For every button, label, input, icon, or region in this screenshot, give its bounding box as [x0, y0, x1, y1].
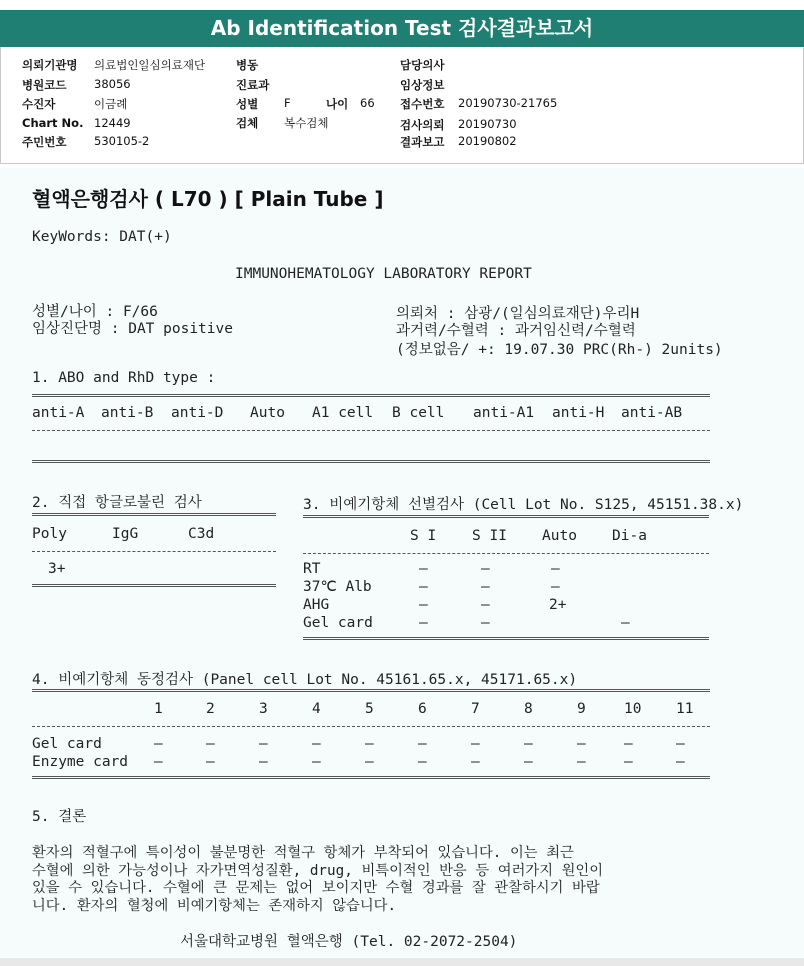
field-value: 66 [360, 96, 375, 110]
field-label: 주민번호 [22, 135, 67, 149]
panel-cell: – [312, 736, 321, 752]
screen-cell: – [551, 579, 560, 595]
screen-cell: – [481, 615, 490, 631]
divider [32, 584, 276, 587]
field-value: 이금례 [94, 97, 128, 111]
abo-header-anti-h: anti-H [552, 405, 605, 421]
panel-header-cell: 8 [524, 701, 533, 717]
field-label: 병동 [236, 58, 259, 72]
screen-cell: – [551, 561, 560, 577]
divider [32, 460, 710, 463]
abo-header-anti-b: anti-B [101, 405, 154, 421]
divider [303, 553, 709, 554]
section4-title: 4. 비예기항체 동정검사 (Panel cell Lot No. 45161.65.x, 45171.65.x) [32, 672, 578, 688]
panel-header-cell: 1 [154, 701, 163, 717]
panel-header-cell: 11 [676, 701, 694, 717]
panel-cell: – [418, 736, 427, 752]
dat-value-poly: 3+ [48, 561, 66, 577]
screen-cell: – [621, 615, 630, 631]
divider [32, 776, 710, 779]
report-title: 혈액은행검사 ( L70 ) [ Plain Tube ] [32, 187, 384, 211]
section3-title: 3. 비예기항체 선별검사 (Cell Lot No. S125, 45151.38.x) [303, 497, 744, 513]
screen-cell: – [481, 561, 490, 577]
conclusion-line: 니다. 환자의 혈청에 비예기항체는 존재하지 않습니다. [32, 898, 397, 914]
header-row-institution [22, 57, 206, 73]
panel-cell: – [676, 736, 685, 752]
keywords: KeyWords: DAT(+) [32, 229, 172, 245]
screen-cell: – [419, 597, 428, 613]
transfusion-history: 과거력/수혈력 : 과거임신력/수혈력 [396, 323, 636, 339]
screen-header-auto: Auto [542, 528, 577, 544]
screen-cell: – [481, 597, 490, 613]
dat-header-igg: IgG [112, 526, 139, 542]
screen-row-label: Gel card [303, 615, 373, 631]
referrer: 의뢰처 : 삼광/(일심의료재단)우리H [396, 306, 640, 322]
panel-cell: – [418, 754, 427, 770]
panel-cell: – [471, 736, 480, 752]
report-banner-title: Ab Identification Test 검사결과보고서 [0, 10, 804, 47]
panel-cell: – [577, 736, 586, 752]
divider [32, 551, 276, 552]
panel-header-cell: 3 [259, 701, 268, 717]
panel-cell: – [624, 754, 633, 770]
header-row-hospital-code [22, 77, 131, 93]
field-label: 검사의뢰 [400, 118, 445, 132]
header-row-chart-no [22, 116, 131, 130]
divider [303, 515, 709, 518]
header-row-sex [236, 96, 291, 112]
divider [32, 394, 710, 397]
screen-cell: – [481, 579, 490, 595]
divider [32, 689, 710, 692]
header-row-department [236, 77, 269, 93]
header-row-resident-no [22, 134, 150, 150]
header-row-age [326, 96, 375, 112]
lab-report-title: IMMUNOHEMATOLOGY LABORATORY REPORT [235, 266, 532, 282]
panel-header-cell: 10 [624, 701, 642, 717]
abo-header-anti-d: anti-D [171, 405, 224, 421]
dat-header-poly: Poly [32, 526, 67, 542]
screen-cell: – [419, 615, 428, 631]
sex-age: 성별/나이 : F/66 [32, 304, 158, 320]
field-label: 성별 [236, 97, 259, 111]
abo-header-anti-a: anti-A [32, 405, 85, 421]
panel-header-cell: 5 [365, 701, 374, 717]
divider [32, 513, 276, 516]
panel-cell: – [312, 754, 321, 770]
field-label: 임상정보 [400, 78, 445, 92]
field-value: F [284, 96, 291, 110]
screen-cell: – [419, 561, 428, 577]
panel-cell: – [471, 754, 480, 770]
section5-title: 5. 결론 [32, 809, 87, 825]
panel-cell: – [154, 736, 163, 752]
panel-cell: – [577, 754, 586, 770]
header-row-accession-no [400, 96, 558, 112]
screen-row-label: RT [303, 561, 321, 577]
screen-header-s1: S I [410, 528, 437, 544]
field-label: 병원코드 [22, 78, 67, 92]
field-value: 38056 [94, 77, 131, 91]
panel-cell: – [206, 754, 215, 770]
panel-header-cell: 2 [206, 701, 215, 717]
abo-header-anti-a1: anti-A1 [473, 405, 535, 421]
abo-header-b-cell: B cell [392, 405, 445, 421]
divider [32, 430, 710, 431]
field-label: 나이 [326, 97, 349, 111]
bottom-strip [0, 958, 804, 966]
panel-header-cell: 7 [471, 701, 480, 717]
divider [303, 637, 709, 640]
header-row-patient [22, 96, 128, 112]
panel-cell: – [206, 736, 215, 752]
panel-cell: – [624, 736, 633, 752]
panel-cell: – [154, 754, 163, 770]
field-value: 20190730 [458, 117, 517, 131]
scanned-report [0, 168, 804, 958]
section2-title: 2. 직접 항글로불린 검사 [32, 495, 202, 511]
conclusion-line: 환자의 적혈구에 특이성이 불분명한 적혈구 항체가 부착되어 있습니다. 이는 최근 [32, 845, 574, 861]
panel-cell: – [524, 754, 533, 770]
field-label: 담당의사 [400, 58, 445, 72]
dat-header-c3d: C3d [188, 526, 215, 542]
screen-cell: 2+ [549, 597, 567, 613]
field-value: 12449 [94, 116, 131, 130]
field-label: 검체 [236, 116, 259, 130]
screen-cell: – [419, 579, 428, 595]
panel-cell: – [676, 754, 685, 770]
conclusion-line: 수혈에 의한 가능성이나 자가면역성질환, drug, 비특이적인 반응 등 여러가지 원인이 [32, 863, 604, 879]
conclusion-line: 있을 수 있습니다. 수혈에 큰 문제는 없어 보이지만 수혈 경과를 잘 관찰하시기 바랍 [32, 880, 600, 896]
panel-header-cell: 4 [312, 701, 321, 717]
header-row-request-date [400, 117, 517, 133]
transfusion-history-detail: (정보없음/ +: 19.07.30 PRC(Rh-) 2units) [396, 342, 723, 358]
field-label: 접수번호 [400, 97, 445, 111]
header-row-report-date [400, 134, 517, 150]
panel-header-cell: 6 [418, 701, 427, 717]
panel-cell: – [259, 754, 268, 770]
panel-cell: – [524, 736, 533, 752]
header-row-physician [400, 57, 444, 73]
field-value: 530105-2 [94, 134, 150, 148]
field-label: 진료과 [236, 78, 270, 92]
field-value: 의료법인일심의료재단 [94, 58, 206, 72]
divider [32, 726, 710, 727]
field-label: 의뢰기관명 [22, 58, 78, 72]
panel-row-label-enzyme: Enzyme card [32, 754, 129, 770]
panel-row-label-gel: Gel card [32, 736, 102, 752]
field-value: 복수검체 [284, 116, 329, 130]
field-label: Chart No. [22, 116, 84, 130]
header-row-ward [236, 57, 258, 73]
screen-row-label: AHG [303, 597, 330, 613]
panel-cell: – [365, 754, 374, 770]
panel-header-cell: 9 [577, 701, 586, 717]
screen-header-dia: Di-a [612, 528, 647, 544]
field-value: 20190730-21765 [458, 96, 558, 110]
panel-cell: – [365, 736, 374, 752]
footer-bloodbank: 서울대학교병원 혈액은행 (Tel. 02-2072-2504) [180, 934, 518, 950]
header-row-clinical-info [400, 77, 444, 93]
field-label: 수진자 [22, 97, 56, 111]
section1-title: 1. ABO and RhD type : [32, 370, 216, 386]
abo-header-auto: Auto [250, 405, 285, 421]
field-value: 20190802 [458, 134, 517, 148]
panel-cell: – [259, 736, 268, 752]
screen-row-label: 37℃ Alb [303, 579, 372, 595]
abo-header-anti-ab: anti-AB [621, 405, 683, 421]
clinical-diagnosis: 임상진단명 : DAT positive [32, 321, 233, 337]
field-label: 결과보고 [400, 135, 445, 149]
abo-header-a1-cell: A1 cell [312, 405, 374, 421]
screen-header-s2: S II [472, 528, 507, 544]
header-row-specimen [236, 115, 329, 131]
